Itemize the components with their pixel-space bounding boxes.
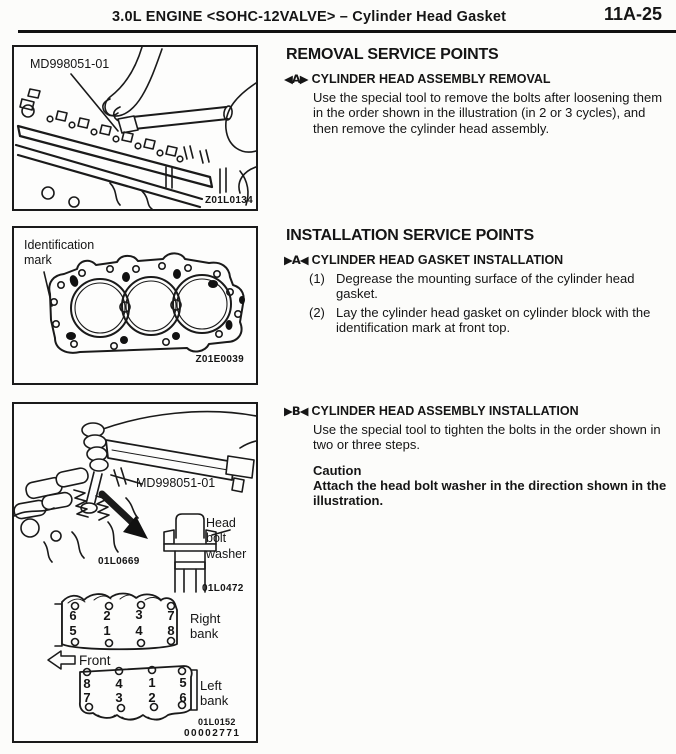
step-text: Lay the cylinder head gasket on cylinder block with the identification mark at front top. — [336, 304, 651, 335]
callout-line1: Identification — [24, 238, 95, 252]
bolt-order-number: 7 — [83, 690, 91, 705]
figure-gasket-mark — [12, 226, 258, 385]
head-bolt-washer-callout — [206, 516, 246, 562]
bolt-order-number: 4 — [115, 676, 123, 691]
step-text: Degrease the mounting surface of the cylinder head gasket. — [336, 271, 635, 302]
washer-label-line1: Head — [206, 516, 236, 530]
figure-serial-number: 00002771 — [184, 728, 241, 739]
step-2 — [309, 305, 669, 336]
bolt-order-number: 5 — [179, 675, 187, 690]
washer-label-line3: washer — [206, 546, 247, 561]
bolt-order-number: 5 — [69, 623, 77, 638]
assembly-install-subheading — [284, 404, 672, 418]
bolt-order-number: 1 — [103, 623, 111, 638]
bolt-order-number: 2 — [148, 690, 156, 705]
bolt-order-number: 8 — [167, 623, 175, 638]
figure-code-mid: 01L0472 — [202, 583, 244, 594]
removal-subheading-title: CYLINDER HEAD ASSEMBLY REMOVAL — [311, 72, 551, 86]
left-bank-label — [200, 678, 228, 709]
bolt-order-number: 3 — [115, 690, 123, 705]
caution-text: Attach the head bolt washer in the direction shown in the illustration. — [313, 477, 667, 508]
figure-code: Z01L0134 — [205, 195, 253, 206]
bank-label-line1: Right — [190, 611, 221, 626]
callout-line2: mark — [24, 253, 52, 268]
caution-label: Caution — [313, 462, 362, 478]
front-label: Front — [79, 653, 111, 668]
bolt-order-number: 1 — [148, 675, 156, 690]
gasket-install-title: CYLINDER HEAD GASKET INSTALLATION — [311, 253, 564, 267]
identification-mark-callout — [24, 238, 94, 269]
bolt-order-number: 7 — [167, 608, 175, 623]
figure-code: Z01E0039 — [195, 354, 244, 365]
removal-subheading — [284, 72, 672, 86]
page-number: 11A-25 — [603, 4, 662, 24]
removal-body: Use the special tool to remove the bolts after loosening them in the order shown in the illustration (in 2 or 3 cycles), and then remove the cylinder head assembly. — [313, 90, 663, 136]
bolt-order-number: 4 — [135, 623, 143, 638]
removal-heading: REMOVAL SERVICE POINTS — [286, 46, 499, 63]
installation-section — [284, 227, 672, 338]
special-tool-label: MD998051-01 — [30, 57, 110, 71]
assembly-install-title: CYLINDER HEAD ASSEMBLY INSTALLATION — [311, 404, 579, 418]
bank-label-line2: bank — [190, 626, 219, 642]
installation-heading: INSTALLATION SERVICE POINTS — [286, 227, 534, 244]
bolt-order-number: 6 — [179, 690, 187, 705]
gasket-install-subheading — [284, 253, 672, 267]
service-point-marker-a: ▶A◀ — [284, 253, 308, 267]
bolt-order-number: 2 — [103, 608, 111, 623]
step-number: (2) — [309, 304, 325, 320]
step-number: (1) — [309, 271, 325, 286]
header-rule — [18, 30, 676, 33]
service-point-marker-b: ▶B◀ — [284, 404, 308, 418]
page-title: 3.0L ENGINE <SOHC-12VALVE> – Cylinder Head Gasket — [112, 9, 507, 25]
right-bank-label — [190, 611, 220, 642]
bank-label-line1: Left — [200, 678, 222, 693]
step-1 — [309, 271, 669, 302]
special-tool-label: MD998051-01 — [136, 476, 216, 490]
bolt-order-number: 8 — [83, 676, 91, 691]
assembly-install-section — [284, 404, 672, 508]
service-point-marker-a: ◀A▶ — [284, 72, 308, 86]
bolt-order-number: 3 — [135, 607, 143, 622]
figure-code-lower: 01L0152 — [198, 717, 236, 727]
removal-section — [284, 46, 672, 136]
bolt-order-number: 6 — [69, 608, 77, 623]
bank-label-line2: bank — [200, 693, 229, 709]
assembly-install-body: Use the special tool to tighten the bolts in the order shown in two or three steps. — [313, 422, 661, 453]
figure-code-upper: 01L0669 — [98, 556, 140, 567]
figure-head-removal — [12, 45, 258, 211]
figure-tightening-order — [12, 402, 258, 743]
gasket-install-steps — [309, 271, 669, 335]
washer-label-line2: bolt — [206, 531, 227, 546]
